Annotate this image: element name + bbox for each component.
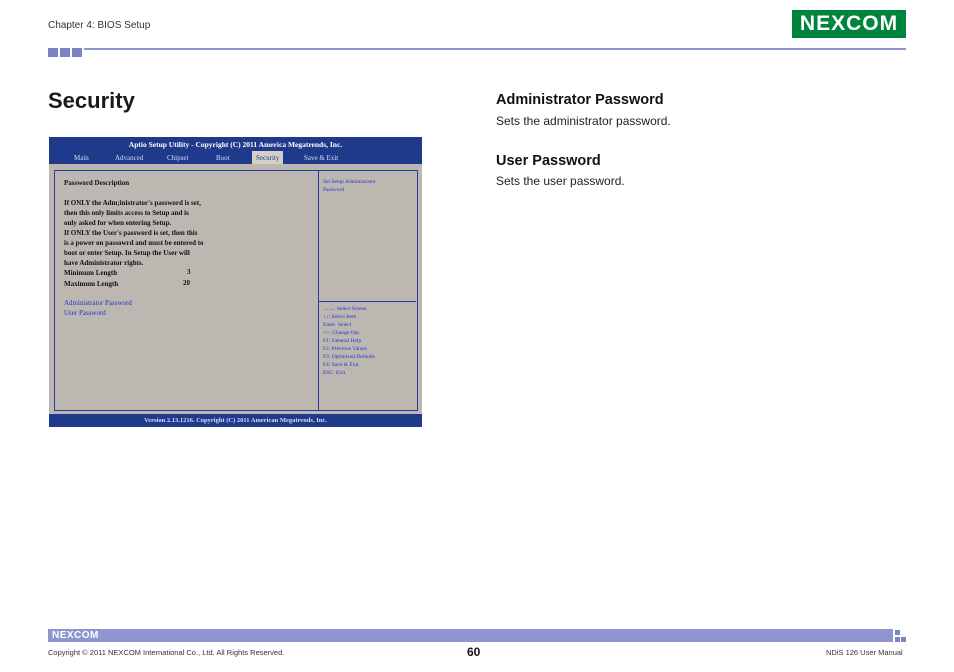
bios-menu-chipset[interactable]: Chipset <box>167 153 189 162</box>
bios-footer-bar: Version 2.13.1216. Copyright (C) 2011 American Megatrends, Inc. <box>49 414 422 427</box>
bios-key-help: F3: Optimized Defaults <box>323 354 375 360</box>
section-body-user-password: Sets the user password. <box>496 174 625 188</box>
footer-logo: NEXCOM <box>52 630 99 641</box>
bios-key-help: +/-: Change Opt. <box>323 330 361 336</box>
bios-description-line: Password Description <box>64 179 130 187</box>
bios-menu-save-exit[interactable]: Save & Exit <box>304 153 339 162</box>
bios-menu-boot[interactable]: Boot <box>216 153 230 162</box>
section-heading-user-password: User Password <box>496 153 601 169</box>
footer-square <box>895 630 900 635</box>
bios-key-help: Enter: Select <box>323 322 352 328</box>
bios-description-line: If ONLY the User's password is set, then this <box>64 229 198 237</box>
bios-key-help: ESC: Exit <box>323 370 346 376</box>
footer-square <box>901 637 906 642</box>
bios-key-help: ↑↓: Select Item <box>323 314 357 320</box>
bios-menu-main[interactable]: Main <box>74 153 89 162</box>
bios-key-help: F4: Save & Exit <box>323 362 359 368</box>
bios-help-divider <box>318 301 416 302</box>
page-title: Security <box>48 88 135 113</box>
bios-key-help: →←: Select Screen <box>323 306 367 312</box>
bios-menu-advanced[interactable]: Advanced <box>115 153 144 162</box>
nexcom-logo-text: NEXCOM <box>799 12 899 35</box>
bios-description-line: boot or enter Setup. In Setup the User will <box>64 249 190 257</box>
bios-description-line: If ONLY the Adm;inistrator's password is set, <box>64 199 201 207</box>
bios-description-line: only asked for when entering Setup. <box>64 219 172 227</box>
section-body-administrator-password: Sets the administrator password. <box>496 114 671 128</box>
footer-square <box>895 637 900 642</box>
manual-name: NDiS 126 User Manual <box>826 648 903 657</box>
header-square-1 <box>48 48 58 57</box>
bios-help-text: Set Setup Administrator <box>323 179 376 185</box>
bios-menu-security[interactable]: Security <box>252 151 283 164</box>
header-square-2 <box>60 48 70 57</box>
bios-min-length-value: 3 <box>187 268 191 276</box>
chapter-label: Chapter 4: BIOS Setup <box>48 20 151 31</box>
bios-description-line: is a power on passowrd and must be entered to <box>64 239 204 247</box>
footer-bar <box>48 629 893 642</box>
bios-max-length-label: Maximum Length <box>64 280 119 288</box>
bios-description-line: have Administrator rights. <box>64 259 144 267</box>
bios-key-help: F1: General Help <box>323 338 362 344</box>
bios-description-line: then this only limits access to Setup and is <box>64 209 189 217</box>
bios-help-text: Password <box>323 187 345 193</box>
header-divider <box>84 48 906 50</box>
page-number: 60 <box>467 645 481 659</box>
bios-max-length-value: 20 <box>183 279 190 287</box>
section-heading-administrator-password: Administrator Password <box>496 92 664 108</box>
bios-screenshot <box>49 137 422 427</box>
bios-item-user-password[interactable]: User Password <box>64 309 106 317</box>
bios-title-bar: Aptio Setup Utility - Copyright (C) 2011 America Megatrends, Inc. <box>49 137 422 151</box>
nexcom-logo <box>792 10 906 38</box>
header-square-3 <box>72 48 82 57</box>
bios-vertical-divider <box>318 170 319 410</box>
bios-key-help: F2: Previous Values <box>323 346 367 352</box>
copyright-text: Copyright © 2011 NEXCOM International Co., Ltd. All Rights Reserved. <box>48 648 285 657</box>
bios-item-administrator-password[interactable]: Administrator Password <box>64 299 132 307</box>
bios-min-length-label: Minimum Length <box>64 269 118 277</box>
bios-menu-bar <box>49 151 422 164</box>
